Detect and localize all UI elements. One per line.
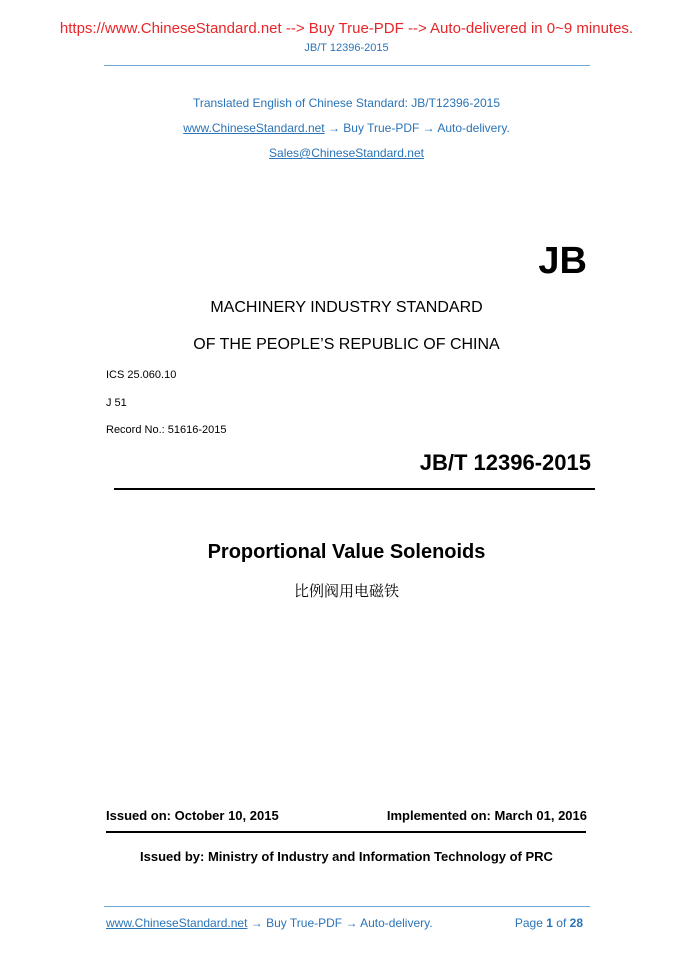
- top-banner[interactable]: https://www.ChineseStandard.net --> Buy True-PDF --> Auto-delivered in 0~9 minutes.: [59, 20, 634, 37]
- implemented-date: Implemented on: March 01, 2016: [386, 808, 587, 823]
- translation-notice: Translated English of Chinese Standard: JB/T12396-2015: [192, 96, 501, 110]
- footer-purchase-line: [106, 916, 433, 930]
- issued-date: Issued on: October 10, 2015: [106, 808, 279, 823]
- standard-category-line2: OF THE PEOPLE’S REPUBLIC OF CHINA: [193, 336, 500, 353]
- page-label: Page: [514, 916, 543, 930]
- header-doc-id: JB/T 12396-2015: [304, 42, 389, 54]
- standard-category-line1: MACHINERY INDUSTRY STANDARD: [210, 299, 483, 316]
- dates-rule: [106, 831, 586, 833]
- standard-number: JB/T 12396-2015: [419, 450, 591, 475]
- standard-number-rule: [114, 488, 595, 490]
- email-line: [0, 146, 693, 160]
- jb-mark: JB: [538, 240, 587, 282]
- site-link[interactable]: www.ChineseStandard.net: [183, 121, 325, 135]
- page-total: 28: [569, 916, 583, 930]
- document-title: Proportional Value Solenoids: [207, 541, 486, 563]
- issuing-authority: Issued by: Ministry of Industry and Information Technology of PRC: [140, 849, 553, 864]
- footer-purchase-text: → Buy True-PDF → Auto-delivery.: [247, 916, 433, 930]
- email-link[interactable]: Sales@ChineseStandard.net: [269, 146, 424, 160]
- document-title-chinese: 比例阀用电磁铁: [293, 583, 399, 600]
- ics-code: ICS 25.060.10: [106, 369, 177, 381]
- purchase-line: [0, 121, 693, 135]
- footer-divider: [104, 906, 590, 907]
- class-code: J 51: [106, 397, 127, 409]
- footer-site-link[interactable]: www.ChineseStandard.net: [106, 916, 248, 930]
- page-current: 1: [546, 916, 553, 930]
- purchase-text: → Buy True-PDF → Auto-delivery.: [324, 121, 510, 135]
- header-divider: [104, 65, 590, 66]
- page-indicator: [515, 916, 583, 930]
- record-number: Record No.: 51616-2015: [106, 424, 227, 436]
- page-of: of: [556, 916, 567, 930]
